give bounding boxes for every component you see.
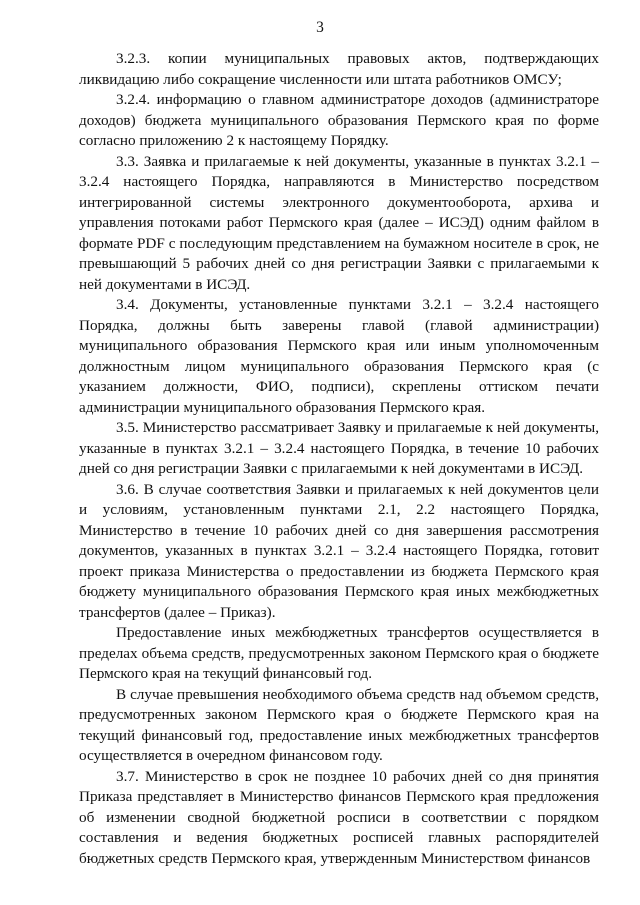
paragraph-excess-funds: В случае превышения необходимого объема средств над объемом средств, предусмотренных законом Пермского края о бюджете Пермского края на текущий финансовый год, предоставление иных межбюджетных трансфертов осуществляется в очередном финансовом году.	[79, 685, 599, 764]
paragraph-3-6: 3.6. В случае соответствия Заявки и прилагаемых к ней документов цели и условиям, установленным пунктами 2.1, 2.2 настоящего Порядка, Министерство в течение 10 рабочих дней со дня завершения рассмотрения документов, указанных в пунктах 3.2.1 – 3.2.4 настоящего Порядка, готовит проект приказа Министерства о предоставлении из бюджета Пермского края бюджету муниципального образования Пермского края иных межбюджетных трансфертов (далее – Приказ).	[79, 480, 599, 621]
document-body	[79, 49, 599, 869]
paragraph-3-2-4: 3.2.4. информацию о главном администраторе доходов (администраторе доходов) бюджета муниципального образования Пермского края по форме согласно приложению 2 к настоящему Порядку.	[79, 91, 599, 149]
paragraph-3-7: 3.7. Министерство в срок не позднее 10 рабочих дней со дня принятия Приказа представляет в Министерство финансов Пермского края предложения об изменении сводной бюджетной росписи в соответствии с порядком составления и ведения бюджетных росписей главных распорядителей бюджетных средств Пермского края, утвержденным Министерством финансов	[79, 767, 599, 867]
page-number: 3	[316, 19, 324, 36]
paragraph-3-2-3: 3.2.3. копии муниципальных правовых актов, подтверждающих ликвидацию либо сокращение численности или штата работников ОМСУ;	[79, 50, 599, 88]
paragraph-transfers-limit: Предоставление иных межбюджетных трансфертов осуществляется в пределах объема средств, предусмотренных законом Пермского края о бюджете Пермского края на текущий финансовый год.	[79, 624, 599, 682]
paragraph-3-5: 3.5. Министерство рассматривает Заявку и прилагаемые к ней документы, указанные в пунктах 3.2.1 – 3.2.4 настоящего Порядка, в течение 10 рабочих дней со дня регистрации Заявки с прилагаемыми к ней документами в ИСЭД.	[79, 419, 599, 477]
paragraph-3-4: 3.4. Документы, установленные пунктами 3.2.1 – 3.2.4 настоящего Порядка, должны быть заверены главой (главой администрации) муниципального образования Пермского края или иным уполномоченным должностным лицом муниципального образования Пермского края (с указанием должности, ФИО, подписи), скреплены оттиском печати администрации муниципального образования Пермского края.	[79, 296, 599, 416]
paragraph-3-3: 3.3. Заявка и прилагаемые к ней документы, указанные в пунктах 3.2.1 – 3.2.4 настоящего Порядка, направляются в Министерство посредством интегрированной системы электронного документооборота, архива и управления потоками работ Пермского края (далее – ИСЭД) одним файлом в формате PDF с последующим представлением на бумажном носителе в срок, не превышающий 5 рабочих дней со дня регистрации Заявки с прилагаемыми к ней документами в ИСЭД.	[79, 152, 599, 293]
